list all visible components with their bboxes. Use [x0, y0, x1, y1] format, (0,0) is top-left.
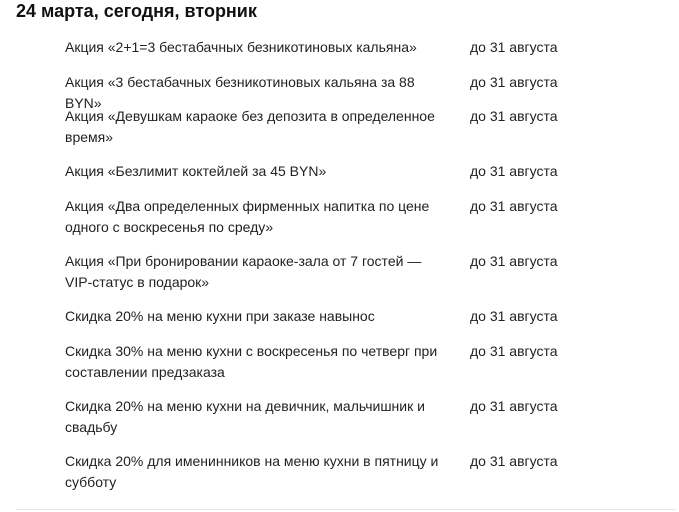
promo-until-date: до 31 августа — [470, 163, 558, 179]
promo-until-date: до 31 августа — [470, 398, 558, 414]
promo-title[interactable]: Акция «3 бестабачных безникотиновых кальяна за 88 BYN» — [65, 74, 415, 111]
promo-title[interactable]: Акция «При бронировании караоке-зала от 7 гостей — VIP-статус в подарок» — [65, 253, 422, 290]
promo-title[interactable]: Скидка 20% на меню кухни на девичник, мальчишник и свадьбу — [65, 398, 425, 435]
promo-until-date: до 31 августа — [470, 108, 558, 124]
promo-title[interactable]: Скидка 30% на меню кухни с воскресенья по четверг при составлении предзаказа — [65, 343, 438, 380]
promo-until-date: до 31 августа — [470, 253, 558, 269]
promo-title[interactable]: Акция «Девушкам караоке без депозита в определенное время» — [65, 108, 435, 145]
promo-until-date: до 31 августа — [470, 198, 558, 214]
promo-until-date: до 31 августа — [470, 308, 558, 324]
promo-title[interactable]: Акция «2+1=3 бестабачных безникотиновых кальяна» — [65, 39, 417, 55]
day-heading: 24 марта, сегодня, вторник — [16, 1, 257, 21]
bottom-divider — [16, 509, 676, 510]
promo-title[interactable]: Скидка 20% на меню кухни при заказе навынос — [65, 308, 375, 324]
promo-until-date: до 31 августа — [470, 74, 558, 90]
promo-title[interactable]: Скидка 20% для именинников на меню кухни в пятницу и субботу — [65, 453, 439, 490]
promo-until-date: до 31 августа — [470, 453, 558, 469]
promo-until-date: до 31 августа — [470, 343, 558, 359]
promo-title[interactable]: Акция «Два определенных фирменных напитка по цене одного с воскресенья по среду» — [65, 198, 430, 235]
promo-until-date: до 31 августа — [470, 39, 558, 55]
promo-title[interactable]: Акция «Безлимит коктейлей за 45 BYN» — [65, 163, 327, 179]
